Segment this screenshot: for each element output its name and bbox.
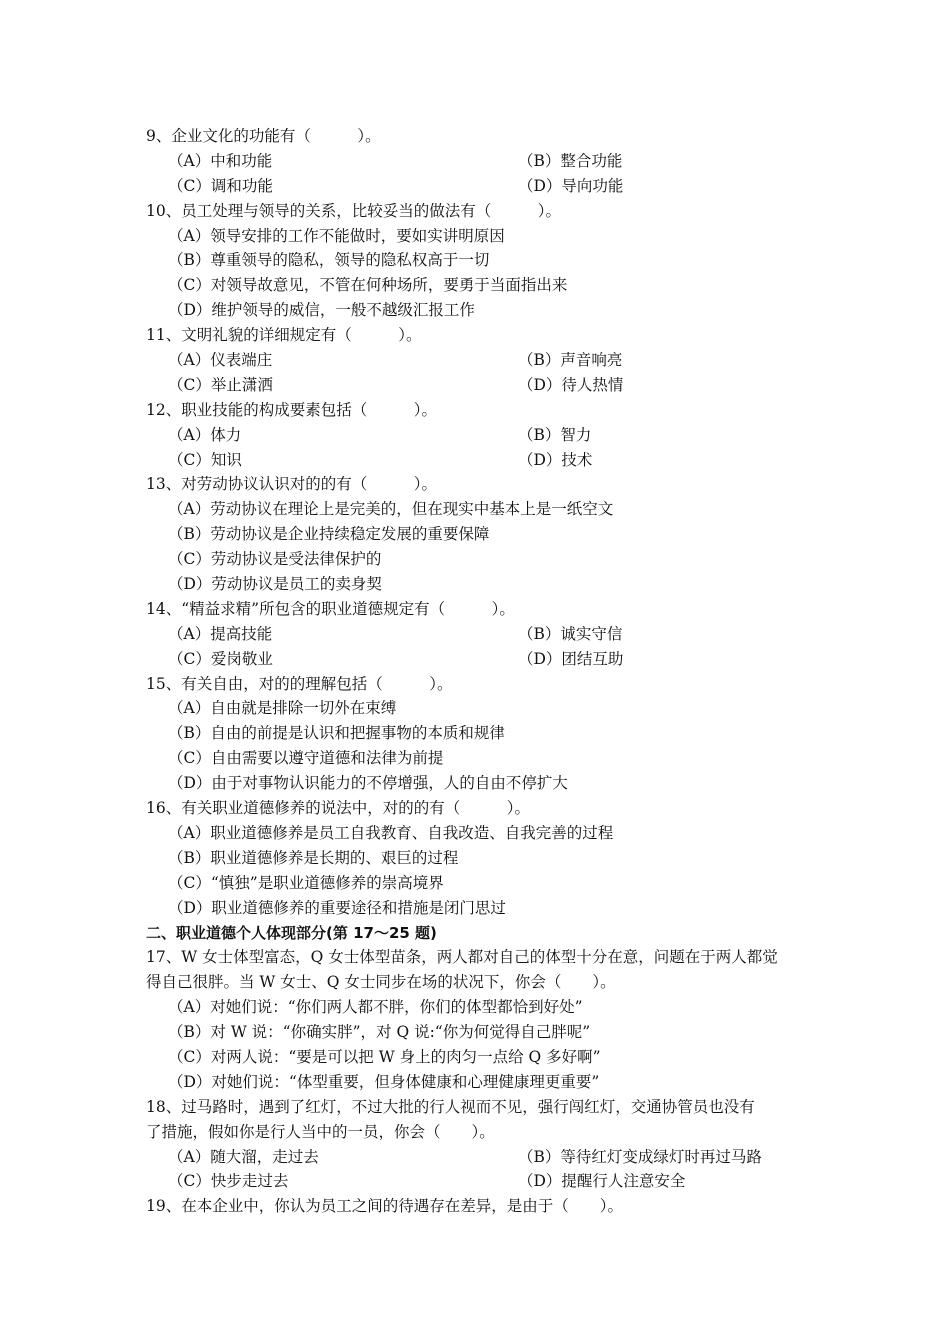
question-stem: 得自己很胖。当 W 女士、Q 女士同步在场的状况下，你会（ ）。 bbox=[146, 973, 616, 992]
question-stem: 了措施，假如你是行人当中的一员，你会（ ）。 bbox=[146, 1122, 495, 1141]
option-a: （A）领导安排的工作不能做时，要如实讲明原因 bbox=[168, 226, 505, 245]
option-b: （B）自由的前提是认识和把握事物的本质和规律 bbox=[168, 724, 505, 743]
option-b: （B）尊重领导的隐私，领导的隐私权高于一切 bbox=[168, 251, 490, 270]
option-d: （D）团结互助 bbox=[518, 649, 624, 668]
option-row bbox=[146, 174, 816, 199]
question-stem: 13、对劳动协议认识对的的有（ ）。 bbox=[146, 475, 437, 494]
question-stem: 11、文明礼貌的详细规定有（ ）。 bbox=[146, 326, 422, 345]
option-row bbox=[146, 622, 816, 647]
option-d: （D）对她们说：“体型重要，但身体健康和心理健康理更重要” bbox=[168, 1072, 600, 1091]
option-a: （A）提高技能 bbox=[168, 624, 273, 643]
option-row bbox=[146, 423, 816, 448]
question-stem: 10、员工处理与领导的关系，比较妥当的做法有（ ）。 bbox=[146, 201, 561, 220]
option-c: （C）知识 bbox=[168, 450, 242, 469]
question-stem: 9、企业文化的功能有（ ）。 bbox=[146, 127, 381, 145]
option-row bbox=[146, 1145, 816, 1170]
option-row bbox=[146, 348, 816, 373]
question-stem: 15、有关自由，对的的理解包括（ ）。 bbox=[146, 674, 453, 693]
option-b: （B）等待红灯变成绿灯时再过马路 bbox=[518, 1147, 762, 1166]
option-c: （C）自由需要以遵守道德和法律为前提 bbox=[168, 749, 444, 768]
option-b: （B）劳动协议是企业持续稳定发展的重要保障 bbox=[168, 525, 490, 544]
option-row bbox=[146, 1169, 816, 1194]
option-b: （B）整合功能 bbox=[518, 151, 623, 170]
option-d: （D）待人热情 bbox=[518, 375, 624, 394]
option-d: （D）导向功能 bbox=[518, 176, 624, 195]
option-a: （A）职业道德修养是员工自我教育、自我改造、自我完善的过程 bbox=[168, 823, 614, 842]
question-stem: 18、过马路时，遇到了红灯，不过大批的行人视而不见，强行闯红灯，交通协管员也没有 bbox=[146, 1097, 755, 1116]
option-c: （C）举止潇洒 bbox=[168, 375, 273, 394]
option-row bbox=[146, 448, 816, 473]
option-d: （D）由于对事物认识能力的不停增强，人的自由不停扩大 bbox=[168, 774, 568, 793]
option-d: （D）职业道德修养的重要途径和措施是闭门思过 bbox=[168, 898, 506, 917]
question-stem: 16、有关职业道德修养的说法中，对的的有（ ）。 bbox=[146, 799, 530, 818]
option-row bbox=[146, 373, 816, 398]
option-b: （B）对 W 说：“你确实胖”，对 Q 说:“你为何觉得自己胖呢” bbox=[168, 1023, 591, 1042]
section-title: 二、职业道德个人体现部分(第 17～25 题) bbox=[146, 923, 437, 942]
option-d: （D）劳动协议是员工的卖身契 bbox=[168, 575, 382, 594]
option-c: （C）对两人说：“要是可以把 W 身上的肉匀一点给 Q 多好啊” bbox=[168, 1047, 601, 1066]
option-b: （B）智力 bbox=[518, 425, 592, 444]
option-c: （C）调和功能 bbox=[168, 176, 273, 195]
option-row bbox=[146, 647, 816, 672]
question-stem: 19、在本企业中，你认为员工之间的待遇存在差异，是由于（ ）。 bbox=[146, 1197, 623, 1216]
option-a: （A）自由就是排除一切外在束缚 bbox=[168, 699, 397, 718]
option-a: （A）劳动协议在理论上是完美的，但在现实中基本上是一纸空文 bbox=[168, 500, 614, 519]
option-row bbox=[146, 149, 816, 174]
option-c: （C）劳动协议是受法律保护的 bbox=[168, 550, 382, 569]
option-b: （B）诚实守信 bbox=[518, 624, 623, 643]
option-c: （C）爱岗敬业 bbox=[168, 649, 273, 668]
option-d: （D）技术 bbox=[518, 450, 593, 469]
option-a: （A）仪表端庄 bbox=[168, 351, 273, 370]
option-a: （A）对她们说：“你们两人都不胖，你们的体型都恰到好处” bbox=[168, 998, 583, 1017]
question-stem: 17、W 女士体型富态，Q 女士体型苗条，两人都对自己的体型十分在意，问题在于两人都觉 bbox=[146, 948, 778, 967]
question-list bbox=[146, 124, 816, 1219]
option-a: （A）中和功能 bbox=[168, 151, 273, 170]
option-c: （C）快步走过去 bbox=[168, 1172, 289, 1191]
question-stem: 14、“精益求精”所包含的职业道德规定有（ ）。 bbox=[146, 599, 515, 618]
question-stem: 12、职业技能的构成要素包括（ ）。 bbox=[146, 400, 437, 419]
option-c: （C）对领导故意见，不管在何种场所，要勇于当面指出来 bbox=[168, 276, 568, 295]
option-a: （A）体力 bbox=[168, 425, 242, 444]
option-a: （A）随大溜，走过去 bbox=[168, 1147, 319, 1166]
option-d: （D）提醒行人注意安全 bbox=[518, 1172, 686, 1191]
option-c: （C）“慎独”是职业道德修养的崇高境界 bbox=[168, 873, 444, 892]
option-d: （D）维护领导的威信，一般不越级汇报工作 bbox=[168, 301, 475, 320]
option-b: （B）职业道德修养是长期的、艰巨的过程 bbox=[168, 848, 459, 867]
option-b: （B）声音响亮 bbox=[518, 351, 623, 370]
